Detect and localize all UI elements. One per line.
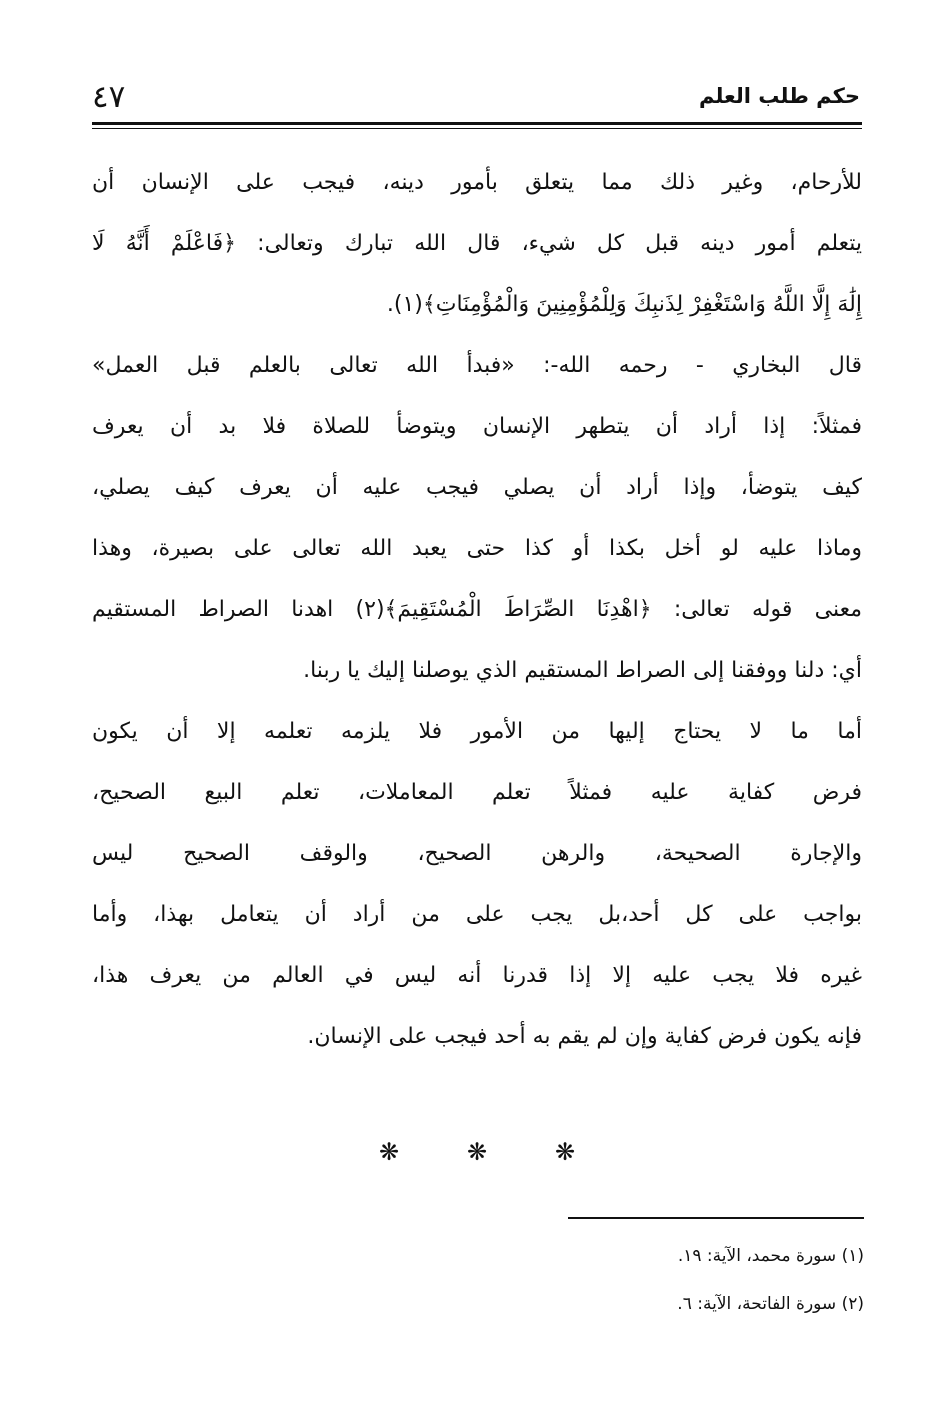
quran-verse-line: إِلَٰهَ إِلَّا اللَّهُ وَاسْتَغْفِرْ لِذَنبِكَ وَلِلْمُؤْمِنِينَ وَالْمُؤْمِنَاتِ﴾(١).: [386, 292, 862, 317]
running-title: حكم طلب العلم: [699, 84, 860, 108]
section-separator: [92, 1138, 862, 1178]
text-line: أي: دلنا ووفقنا إلى الصراط المستقيم الذي يوصلنا إليك يا ربنا.: [303, 658, 862, 683]
text-line: قال البخاري - رحمه الله-: «فبدأ الله تعالى بالعلم قبل العمل»: [92, 353, 862, 378]
text-line: فمثلاً: إذا أراد أن يتطهر الإنسان ويتوضأ للصلاة فلا بد أن يعرف: [92, 414, 862, 439]
text-line: يتعلم أمور دينه قبل كل شيء، قال الله تبارك وتعالى: ﴿فَاعْلَمْ أَنَّهُ لَا: [92, 231, 862, 256]
text-line: بواجب على كل أحد،بل يجب على من أراد أن يتعامل بهذا، وأما: [92, 902, 862, 927]
text-line: وماذا عليه لو أخل بكذا أو كذا حتى يعبد الله تعالى على بصيرة، وهذا: [92, 536, 862, 561]
footnote-rule: [568, 1217, 864, 1219]
star-ornament-icon: ❋: [378, 1138, 400, 1166]
page-number: ٤٧: [92, 79, 126, 115]
text-line: فإنه يكون فرض كفاية وإن لم يقم به أحد فيجب على الإنسان.: [307, 1024, 862, 1049]
body-text: [92, 152, 862, 1067]
text-line: غيره فلا يجب عليه إلا إذا قدرنا أنه ليس في العالم من يعرف هذا،: [92, 963, 862, 988]
text-line: للأرحام، وغير ذلك مما يتعلق بأمور دينه، فيجب على الإنسان أن: [92, 170, 862, 195]
text-line: فرض كفاية عليه فمثلاً تعلم المعاملات، تعلم البيع الصحيح،: [92, 780, 862, 805]
header-rule: [92, 122, 862, 125]
text-line: أما ما لا يحتاج إليها من الأمور فلا يلزمه تعلمه إلا أن يكون: [92, 719, 862, 744]
header-rule-thin: [92, 128, 862, 129]
footnote: (١) سورة محمد، الآية: ١٩.: [677, 1246, 864, 1266]
text-line: والإجارة الصحيحة، والرهن الصحيح، والوقف الصحيح ليس: [92, 841, 862, 866]
footnote: (٢) سورة الفاتحة، الآية: ٦.: [677, 1294, 864, 1314]
page-header: [92, 78, 860, 120]
footnotes: [480, 1232, 864, 1328]
star-ornament-icon: ❋: [554, 1138, 576, 1166]
text-line: معنى قوله تعالى: ﴿اهْدِنَا الصِّرَاطَ الْمُسْتَقِيمَ﴾(٢) اهدنا الصراط المستقيم: [92, 597, 862, 622]
text-line: كيف يتوضأ، وإذا أراد أن يصلي فيجب عليه أن يعرف كيف يصلي،: [92, 475, 862, 500]
star-ornament-icon: ❋: [466, 1138, 488, 1166]
